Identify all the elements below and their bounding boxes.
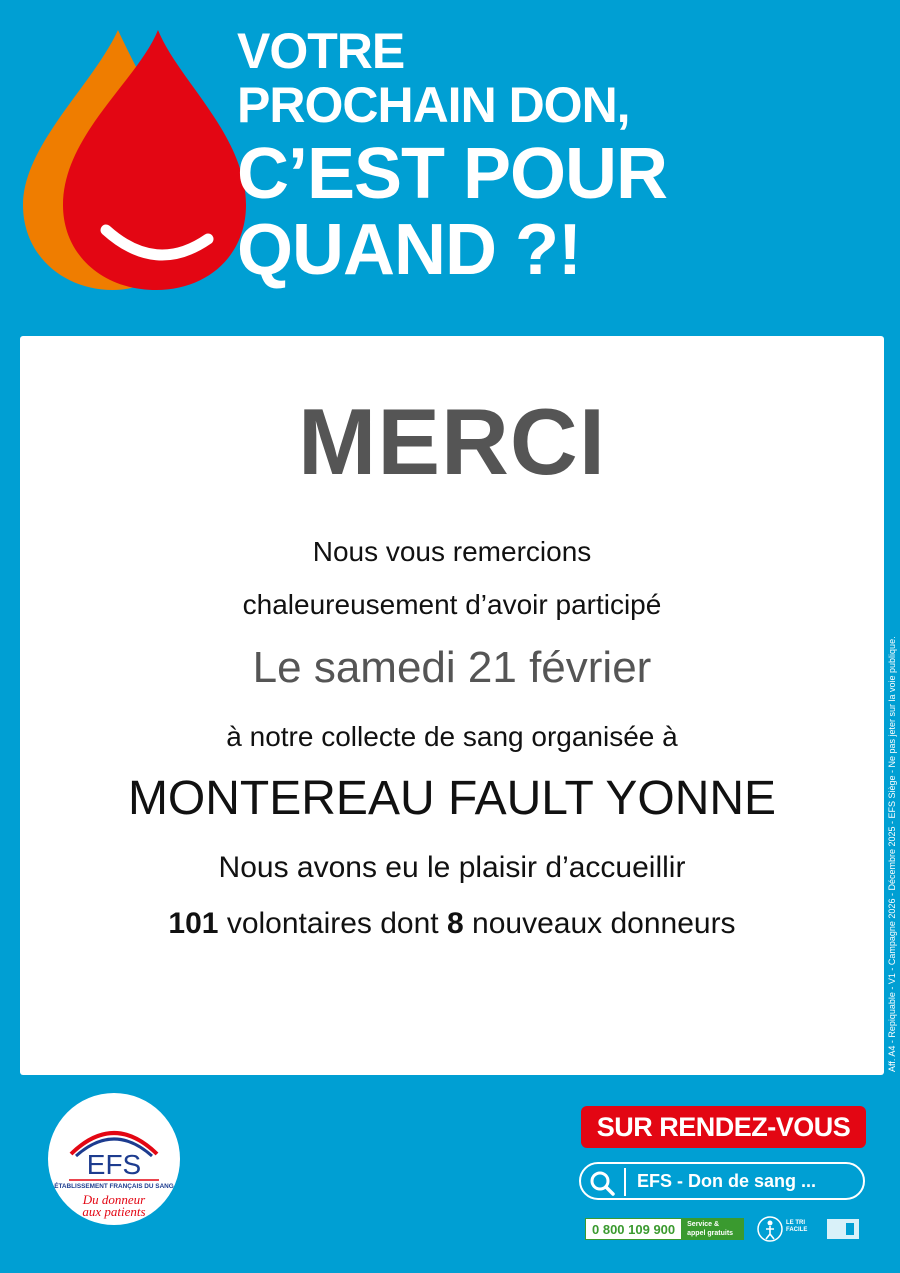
blood-drops-illustration <box>18 25 248 295</box>
recycle-person-icon <box>756 1215 784 1243</box>
headline-line-3: C’EST POUR <box>237 134 668 214</box>
search-text: EFS - Don de sang ... <box>637 1171 817 1191</box>
headline-line-2: PROCHAIN DON, <box>237 77 630 133</box>
tri-label-2: FACILE <box>786 1227 808 1233</box>
search-icon <box>589 1170 615 1196</box>
logo-tagline-1: Du donneur <box>82 1192 146 1207</box>
logo-acronym: EFS <box>86 1149 142 1180</box>
thanks-line-3: à notre collecte de sang organisée à <box>226 721 678 752</box>
volunteers-text: volontaires dont <box>226 907 439 940</box>
efs-logo <box>47 1092 181 1226</box>
merci-title: MERCI <box>298 389 606 494</box>
legal-side-note: Aff. A4 - Repiquable - V1 - Campagne 2026 - Décembre 2025 - EFS Siège - Ne pas jeter sur la voie publique. <box>887 636 897 1072</box>
search-divider <box>624 1168 626 1196</box>
thanks-line-2: chaleureusement d’avoir participé <box>242 589 662 620</box>
event-date: Le samedi 21 février <box>252 643 652 692</box>
appointment-banner: SUR RENDEZ-VOUS <box>581 1106 866 1148</box>
logo-name: ÉTABLISSEMENT FRANÇAIS DU SANG <box>54 1183 174 1190</box>
thank-you-card <box>20 336 884 1075</box>
search-box <box>579 1162 865 1200</box>
new-donors-text: nouveaux donneurs <box>472 907 736 940</box>
phone-note: Service & appel gratuits <box>682 1218 744 1240</box>
recycling-info-icon <box>826 1218 860 1240</box>
phone-badge <box>585 1218 744 1240</box>
headline-line-4: QUAND ?! <box>237 210 581 290</box>
thanks-line-4: Nous avons eu le plaisir d’accueillir <box>218 851 686 884</box>
tri-label <box>786 1220 807 1234</box>
phone-number: 0 800 109 900 <box>585 1218 682 1240</box>
donor-stats <box>20 907 884 941</box>
logo-tagline-2: aux patients <box>82 1204 146 1219</box>
volunteers-count: 101 <box>168 907 219 940</box>
event-city: MONTEREAU FAULT YONNE <box>127 772 777 825</box>
new-donors-count: 8 <box>446 907 464 940</box>
thanks-line-1: Nous vous remercions <box>312 536 592 567</box>
tri-label-1: LE TRI <box>786 1220 805 1226</box>
headline-line-1: VOTRE <box>237 23 405 79</box>
headline <box>237 24 667 288</box>
tri-facile-badge <box>756 1215 862 1243</box>
